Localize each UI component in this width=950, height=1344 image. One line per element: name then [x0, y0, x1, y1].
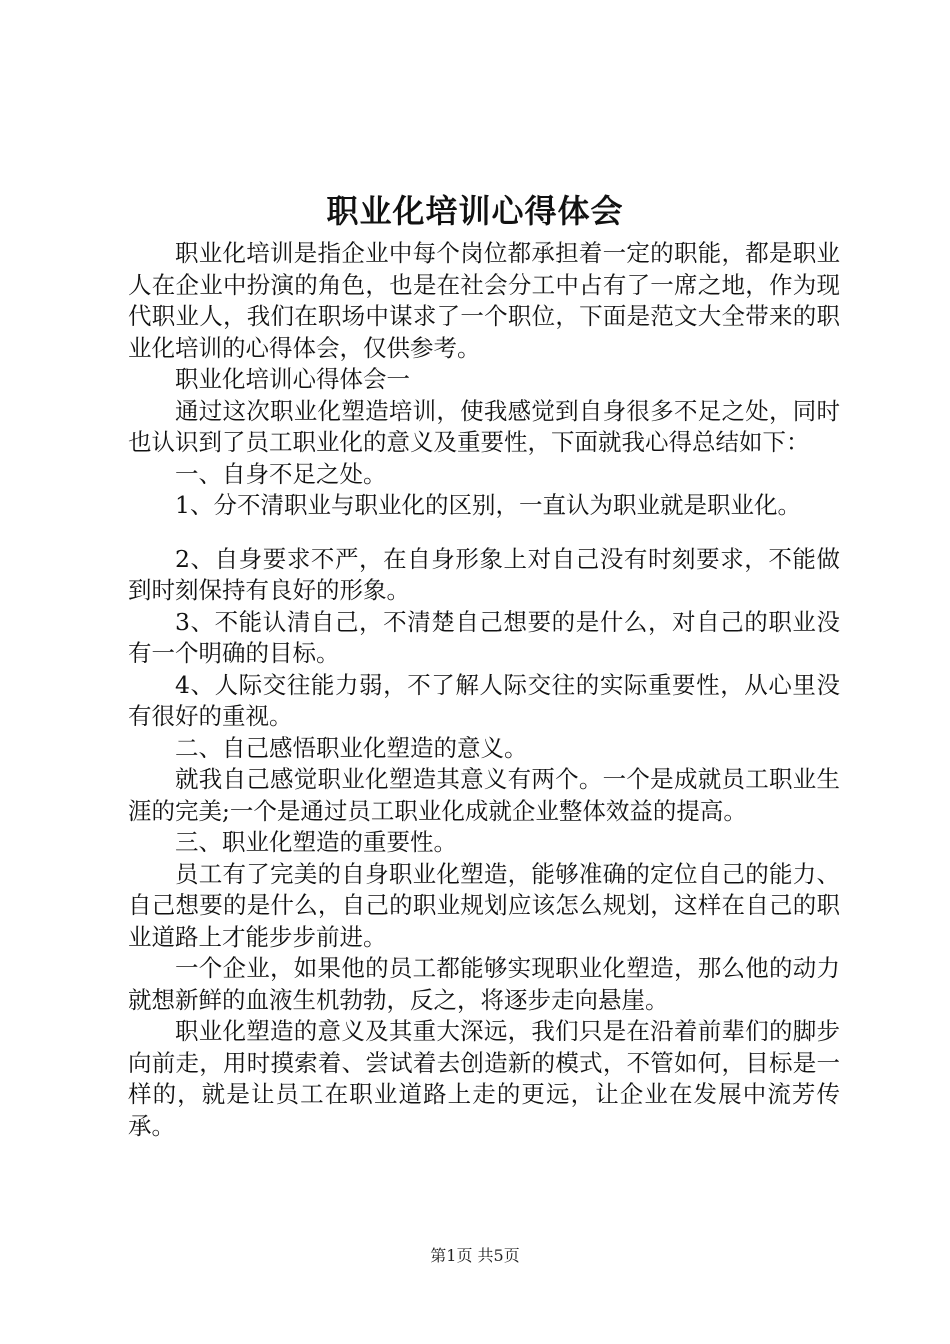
list-item-1: 1、分不清职业与职业化的区别，一直认为职业就是职业化。	[175, 491, 801, 519]
paragraph-conclusion: 职业化塑造的意义及其重大深远，我们只是在沿着前辈们的脚步向前走，用时摸索着、尝试着去创造新的模式，不管如何，目标是一样的，就是让员工在职业道路上走的更远，让企业在发展中流芳传承。	[128, 1017, 840, 1140]
blank-line	[128, 522, 840, 544]
paragraph-importance-1: 员工有了完美的自身职业化塑造，能够准确的定位自己的能力、自己想要的是什么，自己的职业规划应该怎么规划，这样在自己的职业道路上才能步步前进。	[128, 859, 840, 951]
paragraph-meaning: 就我自己感觉职业化塑造其意义有两个。一个是成就员工职业生涯的完美;一个是通过员工职业化成就企业整体效益的提高。	[128, 765, 840, 825]
paragraph-intro: 职业化培训是指企业中每个岗位都承担着一定的职能，都是职业人在企业中扮演的角色，也是在社会分工中占有了一席之地，作为现代职业人，我们在职场中谋求了一个职位，下面是范文大全带来的职业化培训的心得体会，仅供参考。	[128, 239, 840, 362]
heading-meaning: 二、自己感悟职业化塑造的意义。	[175, 733, 528, 762]
paragraph-summary: 通过这次职业化塑造培训，使我感觉到自身很多不足之处，同时也认识到了员工职业化的意义及重要性，下面就我心得总结如下：	[128, 396, 840, 456]
page-footer: 第1页 共5页	[430, 1246, 520, 1265]
section-heading-part-one: 职业化培训心得体会一	[175, 365, 410, 393]
list-item-4: 4、人际交往能力弱，不了解人际交往的实际重要性，从心里没有很好的重视。	[128, 670, 840, 730]
document-body	[128, 238, 840, 1142]
heading-importance: 三、职业化塑造的重要性。	[175, 828, 457, 856]
list-item-2: 2、自身要求不严，在自身形象上对自己没有时刻要求，不能做到时刻保持有良好的形象。	[128, 544, 840, 604]
page-title: 职业化培训心得体会	[326, 192, 624, 230]
list-item-3: 3、不能认清自己，不清楚自己想要的是什么，对自己的职业没有一个明确的目标。	[128, 607, 840, 667]
heading-shortcomings: 一、自身不足之处。	[175, 459, 387, 488]
paragraph-importance-2: 一个企业，如果他的员工都能够实现职业化塑造，那么他的动力就想新鲜的血液生机勃勃，反之，将逐步走向悬崖。	[128, 954, 840, 1014]
